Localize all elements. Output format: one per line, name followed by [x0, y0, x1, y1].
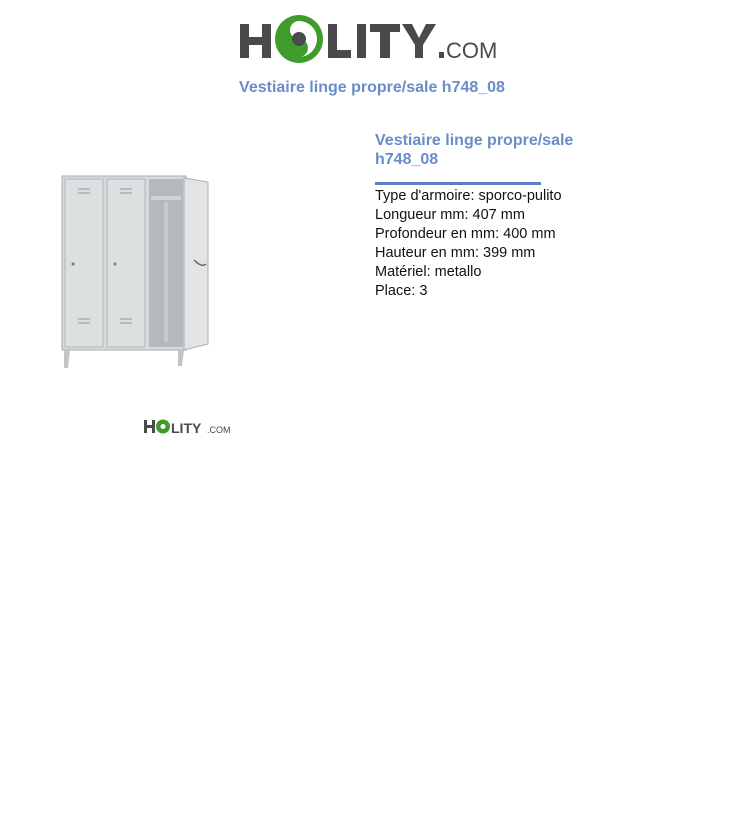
spec-row-depth: Profondeur en mm: 400 mm — [375, 226, 556, 242]
svg-text:.COM: .COM — [207, 425, 231, 435]
holity-logo-small — [143, 416, 235, 438]
product-info — [375, 131, 675, 301]
spec-row-length: Longueur mm: 407 mm — [375, 207, 525, 223]
svg-text:LITY: LITY — [171, 420, 202, 436]
spec-row-height: Hauteur en mm: 399 mm — [375, 245, 536, 261]
product-title: Vestiaire linge propre/sale h748_08 — [375, 132, 574, 168]
locker-cabinet-image — [56, 168, 216, 378]
page-title: Vestiaire linge propre/sale h748_08 — [239, 79, 505, 96]
svg-text:COM: COM — [446, 38, 498, 63]
holity-logo[interactable] — [238, 12, 498, 68]
spec-row-place: Place: 3 — [375, 283, 428, 299]
title-divider — [375, 182, 541, 185]
spec-list — [375, 187, 675, 301]
spec-row-type: Type d'armoire: sporco-pulito — [375, 188, 562, 204]
spec-row-material: Matériel: metallo — [375, 264, 482, 280]
